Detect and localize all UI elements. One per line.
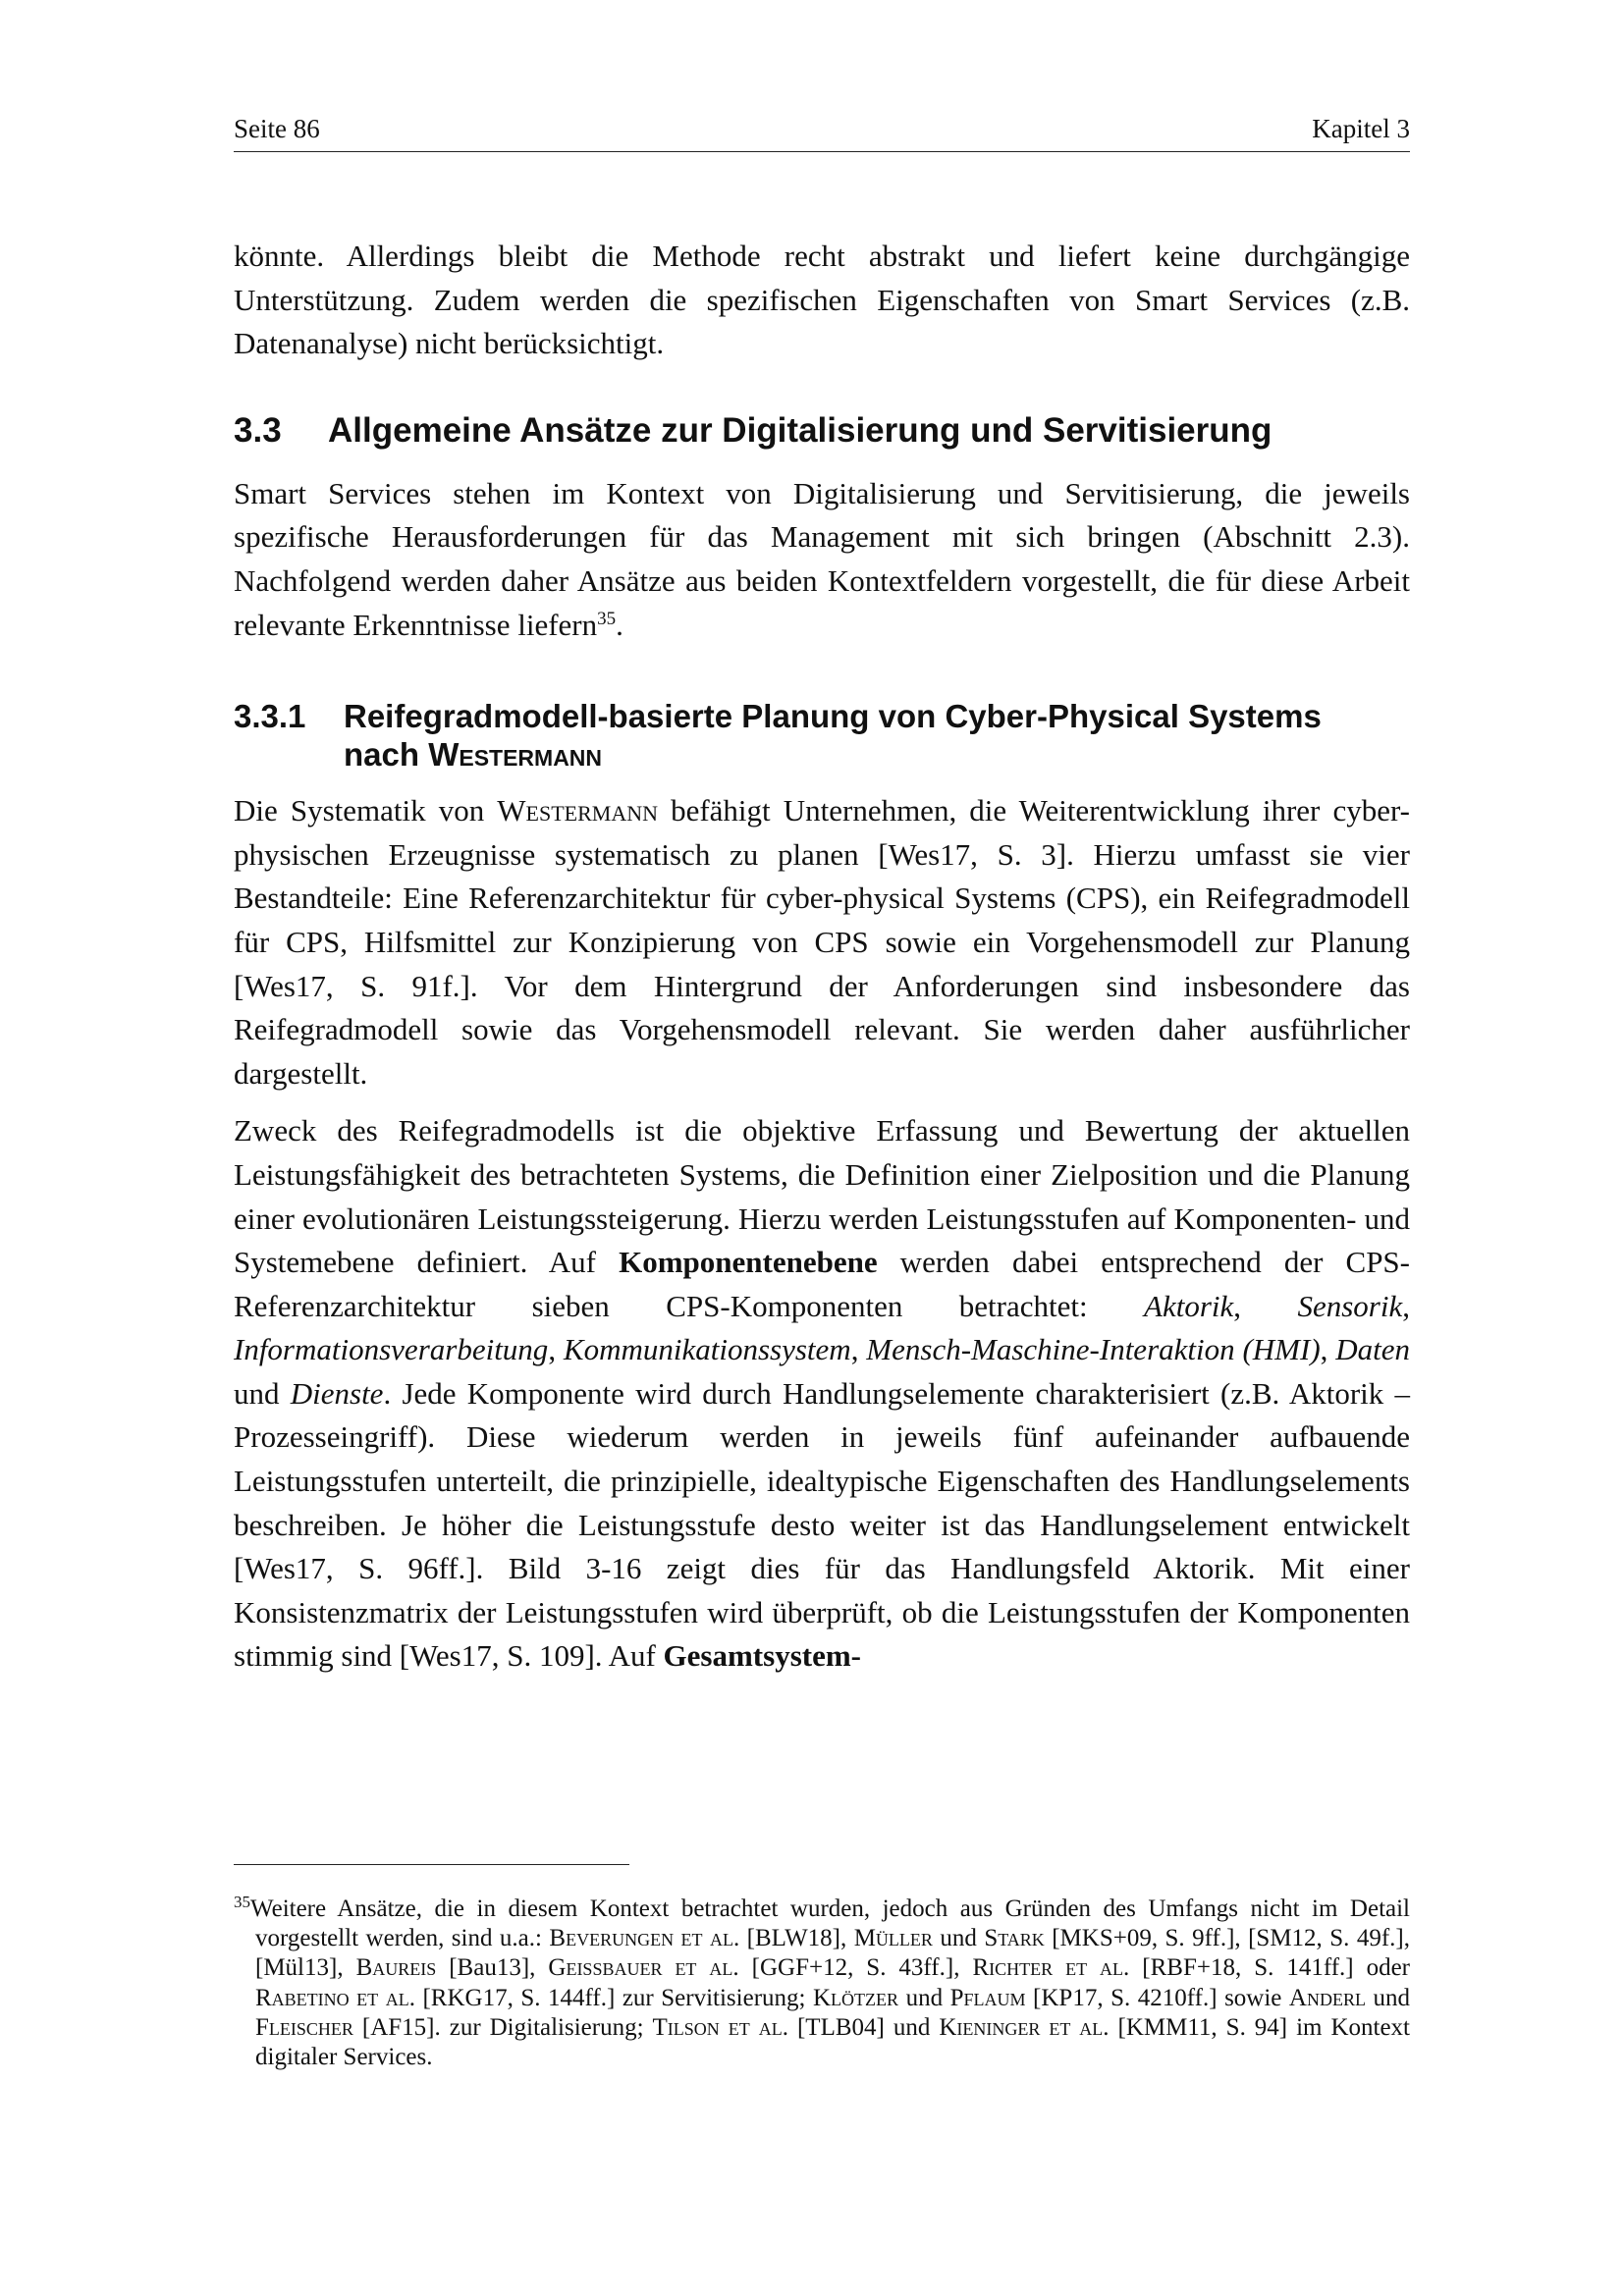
footnote-separator: [234, 1864, 629, 1865]
footnote-reference[interactable]: 35: [597, 608, 617, 629]
p2-sep: ,: [548, 1332, 564, 1367]
fn-text: [KMM11, S. 94] im Kontext digitaler Services.: [255, 2013, 1411, 2071]
fn-text: Weitere Ansätze, die in diesem Kontext betrachtet wurden, jedoch aus Gründen des Umfangs nicht im Detail vorgestellt werden, sind u.a.:: [250, 1896, 1410, 1952]
fn-author: Müller: [853, 1925, 933, 1952]
page-body: [234, 235, 1410, 1679]
footnote-body: [234, 1895, 1410, 2072]
subsection-heading: [234, 697, 1410, 774]
fn-author: Rabetino et al.: [255, 1984, 415, 2011]
fn-text: [AF15]. zur Digitalisierung;: [352, 2013, 653, 2041]
fn-text: [GGF+12, S. 43ff.],: [738, 1954, 973, 1982]
fn-author: Stark: [984, 1925, 1045, 1952]
fn-author: Anderl: [1288, 1984, 1366, 2011]
fn-author: Richter et al.: [972, 1954, 1130, 1982]
p1-author: Westermann: [497, 793, 658, 828]
p2-italic-aktorik: Aktorik: [1144, 1288, 1234, 1323]
fn-author: Fleischer: [255, 2013, 353, 2041]
subsection-number: 3.3.1: [234, 698, 306, 735]
p2-italic-daten: Daten: [1335, 1332, 1411, 1367]
fn-text: und: [1365, 1984, 1411, 2011]
p2-bold-gesamtsystem: Gesamtsystem-: [663, 1638, 861, 1674]
fn-text: und: [932, 1925, 985, 1952]
fn-author: Pflaum: [949, 1984, 1026, 2011]
fn-text: [BLW18],: [739, 1925, 854, 1952]
p2-sep: ,: [1320, 1332, 1336, 1367]
fn-author: Kieninger et al.: [939, 2013, 1110, 2041]
chapter-label: Kapitel 3: [1312, 114, 1410, 143]
p2-text-2: werden dabei entsprechend der CPS-Referenzarchitektur sieben CPS-Komponenten betrachtet:: [234, 1245, 1410, 1323]
p2-italic-informationsverarbeitung: Informationsverarbeitung: [234, 1332, 549, 1367]
p2-italic-sensorik: Sensorik: [1297, 1288, 1403, 1323]
p2-text-1: Zweck des Reifegradmodells ist die objektive Erfassung und Bewertung der aktuellen Leistungsfähigkeit des betrachteten Systems, die Definition einer Zielposition und die Planung einer evolutionären Leistungssteigerung. Hierzu werden Leistungsstufen auf Komponenten- und Systemebene definiert. Auf: [234, 1113, 1410, 1280]
fn-text: [RKG17, S. 144ff.] zur Servitisierung;: [414, 1984, 813, 2011]
p2-sep: und: [234, 1375, 291, 1411]
subsection-title-prefix: nach: [344, 736, 429, 774]
page-number: Seite 86: [234, 114, 320, 143]
fn-text: [RBF+18, S. 141ff.] oder: [1129, 1954, 1411, 1982]
p2-italic-kommunikationssystem: Kommunikationssystem: [563, 1332, 851, 1367]
subsection-paragraph-2: [234, 1109, 1410, 1679]
p2-italic-hmi: Mensch-Maschine-Interaktion (HMI): [866, 1332, 1321, 1367]
section-heading: [234, 409, 1410, 453]
fn-text: [MKS+09, S. 9ff.], [SM12, S. 49f.], [Mül13],: [255, 1925, 1410, 1982]
p1-text-1: Die Systematik von: [234, 793, 498, 828]
fn-text: [Bau13],: [436, 1954, 549, 1982]
fn-author: Beverungen et al.: [549, 1925, 740, 1952]
section-paragraph-text: Smart Services stehen im Kontext von Digitalisierung und Servitisierung, die jeweils spezifische Herausforderungen für das Management mit sich bringen (Abschnitt 2.3). Nachfolgend werden daher Ansätze aus beiden Kontextfeldern vorgestellt, die für diese Arbeit relevante Erkenntnisse liefern: [234, 475, 1410, 642]
section-paragraph-end: .: [616, 607, 623, 642]
fn-author: Tilson et al.: [652, 2013, 788, 2041]
fn-text: [KP17, S. 4210ff.] sowie: [1025, 1984, 1289, 2011]
subsection-title-author: Westermann: [428, 736, 603, 774]
section-number: 3.3: [234, 410, 282, 450]
subsection-title-line1: Reifegradmodell-basierte Planung von Cyber-Physical Systems: [344, 698, 1322, 735]
p2-sep: ,: [850, 1332, 867, 1367]
fn-text: und: [898, 1984, 950, 2011]
subsection-paragraph-1: [234, 789, 1410, 1095]
fn-author: Geissbauer et al.: [548, 1954, 739, 1982]
p1-text-2: befähigt Unternehmen, die Weiterentwicklung ihrer cyber-physischen Erzeugnisse systematisch zu planen [Wes17, S. 3]. Hierzu umfasst sie vier Bestandteile: Eine Referenzarchitektur für cyber-physical Systems (CPS), ein Reifegradmodell für CPS, Hilfsmittel zur Konzipierung von CPS sowie ein Vorgehensmodell zur Planung [Wes17, S. 91f.]. Vor dem Hintergrund der Anforderungen sind insbesondere das Reifegradmodell sowie das Vorgehensmodell relevant. Sie werden daher ausführlicher dargestellt.: [234, 793, 1410, 1091]
footnote: [234, 1895, 1410, 2072]
section-paragraph: [234, 472, 1410, 647]
fn-text: [TLB04] und: [788, 2013, 940, 2041]
page-header: [234, 112, 1410, 152]
footnote-number: 35: [234, 1893, 250, 1911]
fn-author: Klötzer: [813, 1984, 899, 2011]
p2-italic-dienste: Dienste: [290, 1375, 384, 1411]
intro-paragraph: könnte. Allerdings bleibt die Methode recht abstrakt und liefert keine durchgängige Unterstützung. Zudem werden die spezifischen Eigenschaften von Smart Services (z.B. Datenanalyse) nicht berücksichtigt.: [234, 239, 1410, 361]
p2-text-3: . Jede Komponente wird durch Handlungselemente charakterisiert (z.B. Aktorik – Prozesseingriff). Diese wiederum werden in jeweils fünf aufeinander aufbauende Leistungsstufen unterteilt, die prinzipielle, idealtypische Eigenschaften des Handlungselements beschreiben. Je höher die Leistungsstufe desto weiter ist das Handlungselement entwickelt [Wes17, S. 96ff.]. Bild 3-16 zeigt dies für das Handlungsfeld Aktorik. Mit einer Konsistenzmatrix der Leistungsstufen wird überprüft, ob die Leistungsstufen der Komponenten stimmig sind [Wes17, S. 109]. Auf: [234, 1375, 1410, 1674]
p2-sep: ,: [1233, 1288, 1298, 1323]
p2-sep: ,: [1402, 1288, 1410, 1323]
p2-bold-komponentenebene: Komponentenebene: [619, 1245, 878, 1280]
section-title: Allgemeine Ansätze zur Digitalisierung und Servitisierung: [328, 410, 1272, 450]
fn-author: Baureis: [355, 1954, 437, 1982]
